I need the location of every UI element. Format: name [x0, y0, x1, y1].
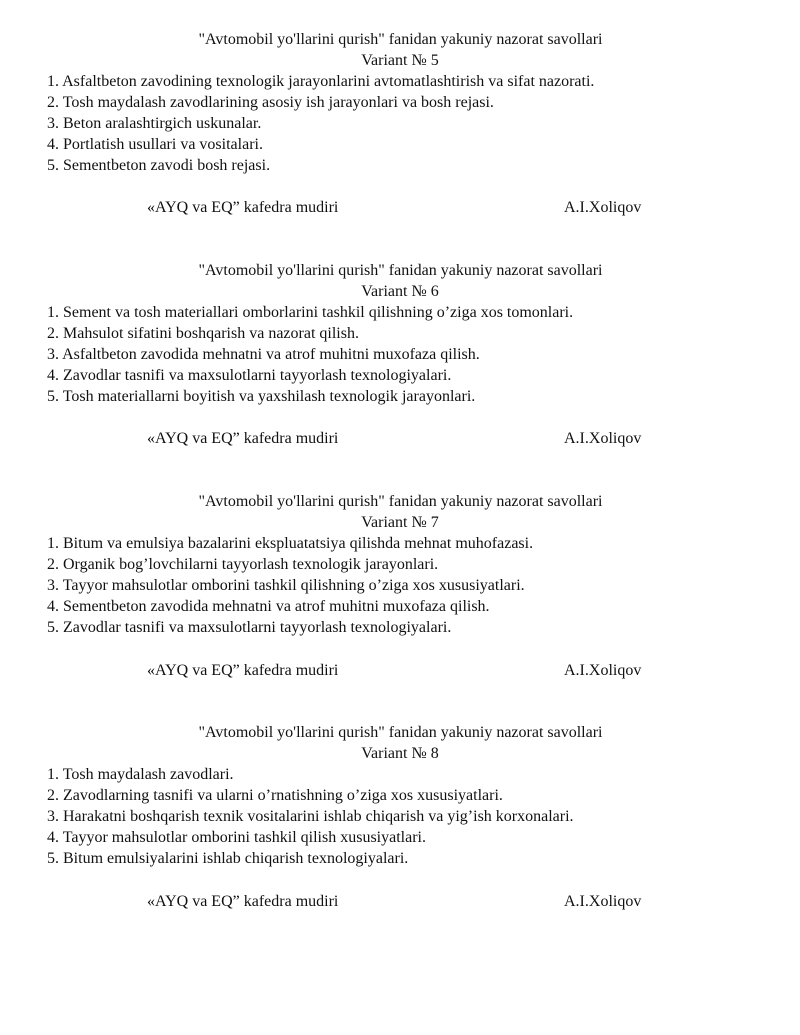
variant-block-7 — [0, 491, 800, 679]
question-item: 5. Zavodlar tasnifi va maxsulotlarni tayyorlash texnologiyalari. — [47, 619, 452, 636]
question-item: 1. Tosh maydalash zavodlari. — [47, 766, 234, 783]
signature-line — [0, 428, 800, 449]
signature-name: A.I.Xoliqov — [564, 430, 642, 447]
question-item: 1. Sement va tosh materiallari omborlarini tashkil qilishning o’ziga xos tomonlari. — [47, 304, 574, 321]
variant-number: Variant № 5 — [361, 52, 439, 69]
question-item: 3. Beton aralashtirgich uskunalar. — [47, 115, 262, 132]
exam-title: "Avtomobil yo'llarini qurish" fanidan yakuniy nazorat savollari — [198, 493, 603, 510]
question-item: 2. Zavodlarning tasnifi va ularni o’rnatishning o’ziga xos xususiyatlari. — [47, 787, 503, 804]
variant-number: Variant № 6 — [361, 283, 439, 300]
question-item: 4. Portlatish usullari va vositalari. — [47, 136, 263, 153]
exam-title: "Avtomobil yo'llarini qurish" fanidan yakuniy nazorat savollari — [198, 31, 603, 48]
question-item: 1. Asfaltbeton zavodining texnologik jarayonlarini avtomatlashtirish va sifat nazorati. — [47, 73, 595, 90]
question-item: 3. Tayyor mahsulotlar omborini tashkil qilishning o’ziga xos xususiyatlari. — [47, 577, 525, 594]
signature-name: A.I.Xoliqov — [564, 199, 642, 216]
question-item: 3. Asfaltbeton zavodida mehnatni va atrof muhitni muxofaza qilish. — [47, 346, 480, 363]
question-item: 3. Harakatni boshqarish texnik vositalarini ishlab chiqarish va yig’ish korxonalari. — [47, 808, 574, 825]
question-list — [0, 71, 800, 176]
signature-role: «AYQ va EQ” kafedra mudiri — [147, 893, 339, 910]
question-list — [0, 764, 800, 869]
variant-number: Variant № 8 — [361, 745, 439, 762]
signature-role: «AYQ va EQ” kafedra mudiri — [147, 430, 339, 447]
signature-line — [0, 197, 800, 218]
exam-title: "Avtomobil yo'llarini qurish" fanidan yakuniy nazorat savollari — [198, 262, 603, 279]
signature-line — [0, 891, 800, 912]
question-item: 5. Bitum emulsiyalarini ishlab chiqarish texnologiyalari. — [47, 850, 409, 867]
question-item: 4. Sementbeton zavodida mehnatni va atrof muhitni muxofaza qilish. — [47, 598, 490, 615]
question-item: 2. Tosh maydalash zavodlarining asosiy ish jarayonlari va bosh rejasi. — [47, 94, 494, 111]
variant-block-8 — [0, 722, 800, 910]
question-list — [0, 533, 800, 638]
signature-name: A.I.Xoliqov — [564, 662, 642, 679]
question-item: 2. Mahsulot sifatini boshqarish va nazorat qilish. — [47, 325, 359, 342]
question-item: 2. Organik bog’lovchilarni tayyorlash texnologik jarayonlari. — [47, 556, 439, 573]
signature-role: «AYQ va EQ” kafedra mudiri — [147, 199, 339, 216]
exam-title: "Avtomobil yo'llarini qurish" fanidan yakuniy nazorat savollari — [198, 724, 603, 741]
variant-block-6 — [0, 260, 800, 447]
question-item: 5. Tosh materiallarni boyitish va yaxshilash texnologik jarayonlari. — [47, 388, 476, 405]
question-item: 4. Zavodlar tasnifi va maxsulotlarni tayyorlash texnologiyalari. — [47, 367, 452, 384]
question-item: 5. Sementbeton zavodi bosh rejasi. — [47, 157, 271, 174]
signature-line — [0, 660, 800, 681]
variant-block-5 — [0, 29, 800, 216]
question-item: 4. Tayyor mahsulotlar omborini tashkil qilish xususiyatlari. — [47, 829, 426, 846]
signature-role: «AYQ va EQ” kafedra mudiri — [147, 662, 339, 679]
signature-name: A.I.Xoliqov — [564, 893, 642, 910]
question-item: 1. Bitum va emulsiya bazalarini ekspluatatsiya qilishda mehnat muhofazasi. — [47, 535, 534, 552]
variant-number: Variant № 7 — [361, 514, 439, 531]
question-list — [0, 302, 800, 407]
